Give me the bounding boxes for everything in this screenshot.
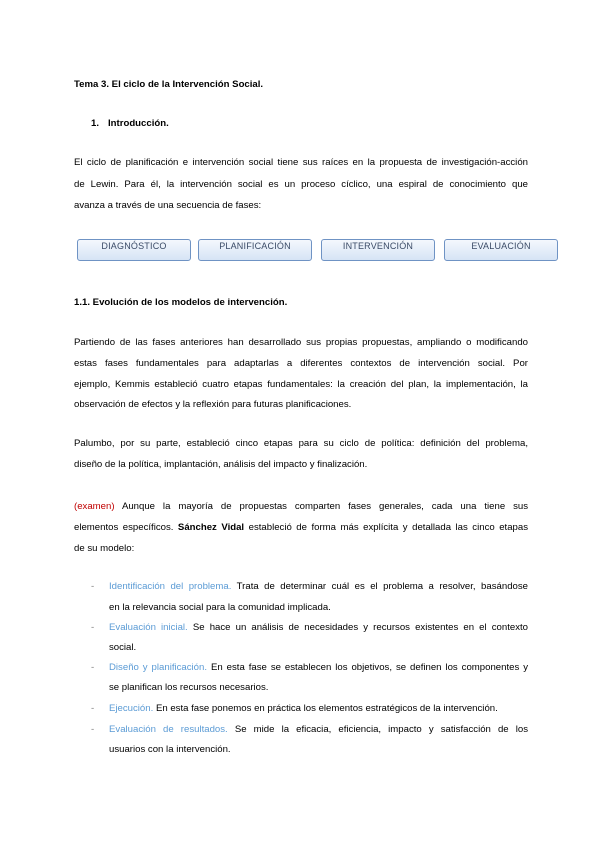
intro-line-3: avanza a través de una secuencia de fases: bbox=[74, 200, 262, 211]
author-name: Sánchez Vidal bbox=[177, 522, 245, 533]
paragraph-4-line-2 bbox=[74, 522, 528, 534]
phase-box-evaluacion bbox=[444, 239, 558, 261]
list-item-term: Diseño y planificación. bbox=[109, 662, 208, 673]
paragraph-4-line-2-pre: elementos específicos. bbox=[74, 522, 174, 533]
list-item-text: Trata de determinar cuál es el problema a resolver, basándose bbox=[236, 581, 528, 592]
paragraph-4-line-1 bbox=[74, 501, 528, 513]
paragraph-4-line-1-text: Aunque la mayoría de propuestas comparten fases generales, cada una tiene sus bbox=[121, 501, 529, 512]
phase-diagram bbox=[77, 239, 559, 263]
list-item-text: Se mide la eficacia, eficiencia, impacto y satisfacción de los bbox=[234, 724, 528, 735]
list-item bbox=[109, 622, 528, 634]
bullet-dash: - bbox=[91, 662, 95, 673]
list-item-term: Ejecución. bbox=[109, 703, 154, 714]
paragraph-2-line-3: ejemplo, Kemmis estableció cuatro etapas fundamentales: la creación del plan, la implementación, la bbox=[74, 379, 528, 390]
list-item-term: Evaluación de resultados. bbox=[109, 724, 228, 735]
section-heading-introduccion bbox=[91, 118, 545, 130]
bullet-dash: - bbox=[91, 622, 95, 633]
paragraph-2-line-4: observación de efectos y la reflexión para futuras planificaciones. bbox=[74, 399, 352, 410]
section-heading-evolucion: 1.1. Evolución de los modelos de intervención. bbox=[74, 297, 288, 308]
list-item-term: Evaluación inicial. bbox=[109, 622, 188, 633]
paragraph-2-line-1: Partiendo de las fases anteriores han desarrollado sus propias propuestas, ampliando o modificando bbox=[74, 337, 528, 348]
bullet-dash: - bbox=[91, 581, 95, 592]
list-item-text: En esta fase ponemos en práctica los elementos estratégicos de la intervención. bbox=[155, 703, 498, 714]
paragraph-3-line-1: Palumbo, por su parte, estableció cinco etapas para su ciclo de política: definición del problema, bbox=[74, 438, 528, 449]
paragraph-4-line-3: de su modelo: bbox=[74, 543, 135, 554]
intro-line-2: de Lewin. Para él, la intervención social es un proceso cíclico, una espiral de conocimiento que bbox=[74, 179, 528, 190]
list-item bbox=[109, 703, 528, 715]
list-item-text: Se hace un análisis de necesidades y recursos existentes en el contexto bbox=[192, 622, 528, 633]
list-item bbox=[109, 724, 528, 736]
list-item-continuation: se planifican los recursos necesarios. bbox=[109, 682, 269, 693]
intro-line-1: El ciclo de planificación e intervención social tiene sus raíces en la propuesta de investigación-acción bbox=[74, 157, 528, 168]
phase-box-planificacion bbox=[198, 239, 312, 261]
list-item-text: En esta fase se establecen los objetivos, se definen los componentes y bbox=[210, 662, 528, 673]
phase-label: INTERVENCIÓN bbox=[342, 241, 414, 251]
phase-label: EVALUACIÓN bbox=[471, 241, 531, 251]
list-item-term: Identificación del problema. bbox=[109, 581, 232, 592]
exam-tag: (examen) bbox=[74, 501, 115, 512]
paragraph-2-line-2: estas fases fundamentales para adaptarlas a diferentes contextos de intervención social. Por bbox=[74, 358, 528, 369]
phase-label: DIAGNÓSTICO bbox=[101, 241, 167, 251]
list-item bbox=[109, 581, 528, 593]
paragraph-4-line-2-rest: estableció de forma más explícita y detallada las cinco etapas bbox=[248, 522, 529, 533]
list-item-continuation: social. bbox=[109, 642, 137, 653]
section-heading-text: Introducción. bbox=[108, 118, 169, 129]
phase-box-diagnostico bbox=[77, 239, 191, 261]
paragraph-3-line-2: diseño de la política, implantación, análisis del impacto y finalización. bbox=[74, 459, 368, 470]
bullet-dash: - bbox=[91, 703, 95, 714]
phase-box-intervencion bbox=[321, 239, 435, 261]
phase-label: PLANIFICACIÓN bbox=[219, 241, 291, 251]
list-item bbox=[109, 662, 528, 674]
bullet-dash: - bbox=[91, 724, 95, 735]
list-item-continuation: en la relevancia social para la comunidad implicada. bbox=[109, 602, 331, 613]
list-item-continuation: usuarios con la intervención. bbox=[109, 744, 231, 755]
document-title: Tema 3. El ciclo de la Intervención Social. bbox=[74, 79, 264, 90]
section-number: 1. bbox=[91, 118, 100, 129]
